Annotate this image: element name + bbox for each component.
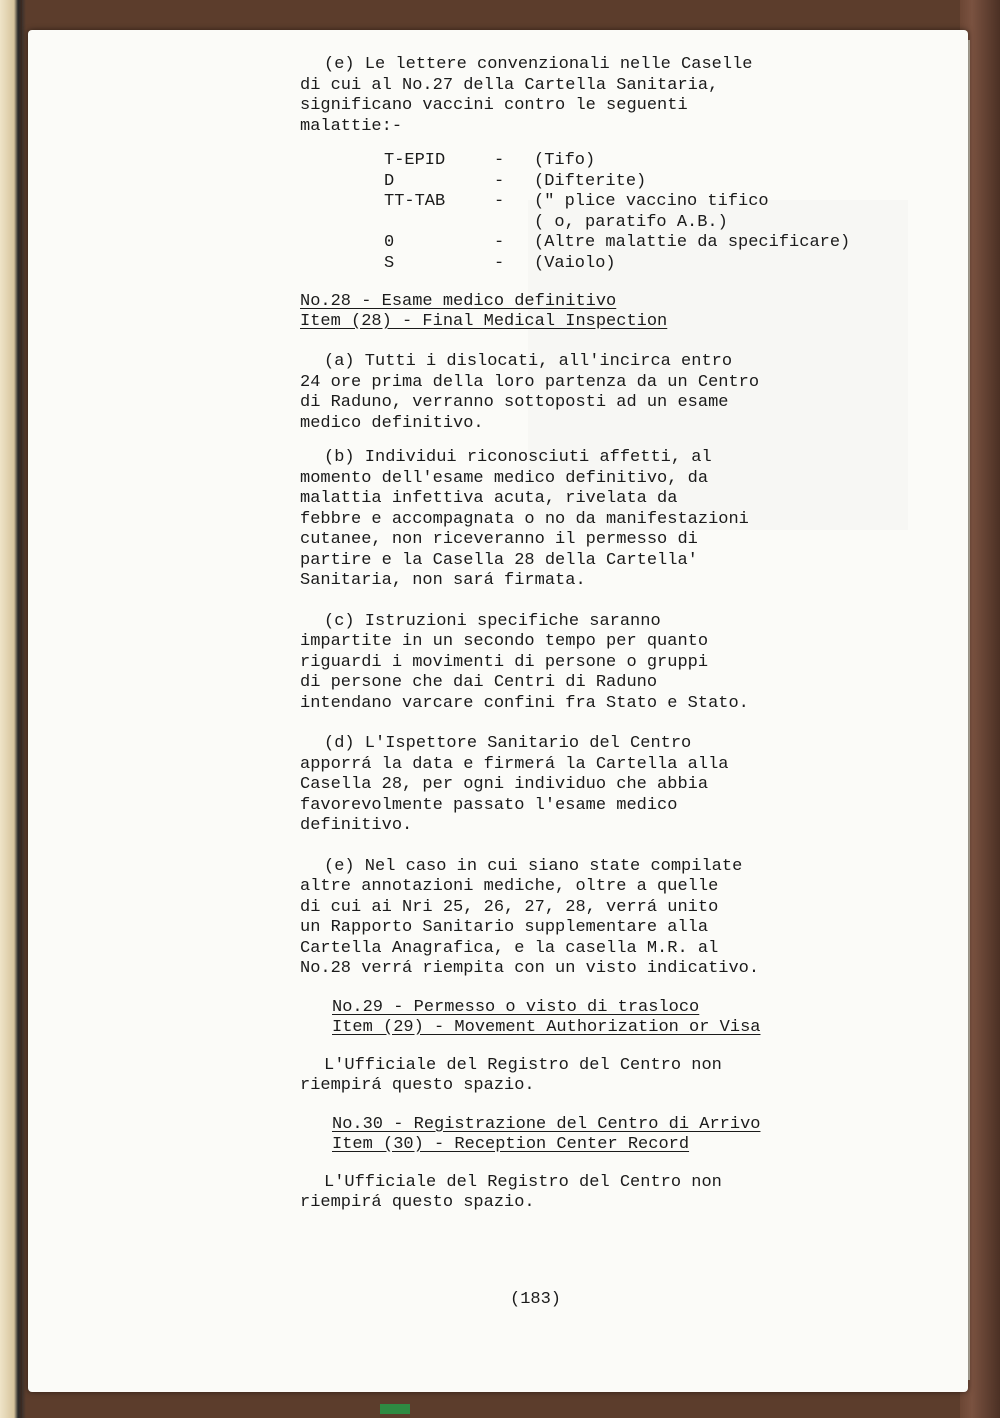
text-line: di cui ai Nri 25, 26, 27, 28, verrá unito [300,897,719,917]
text-line: riempirá questo spazio. [300,1193,535,1212]
text-line: riempirá questo spazio. [300,1076,535,1095]
text-line: L'Ufficiale del Registro del Centro non [324,1172,722,1192]
vaccine-desc: ( o, paratifo A.B.) [534,212,728,232]
text-line: (b) Individui riconosciuti affetti, al [324,448,712,467]
vaccine-desc: (" plice vaccino tifico [534,192,769,211]
heading-italian: No.30 - Registrazione del Centro di Arrivo [332,1114,761,1134]
text-line: altre annotazioni mediche, oltre a quelle [300,877,719,896]
vaccine-dash: - [494,151,505,170]
text-line: Cartella Anagrafica, e la casella M.R. al [300,938,719,958]
vaccine-code: TT-TAB [384,192,446,211]
text-line: (a) Tutti i dislocati, all'incirca entro [324,352,733,371]
paragraph-28c [300,612,920,715]
text-line: medico definitivo. [300,413,484,433]
text-line: impartite in un secondo tempo per quanto [300,632,709,651]
text-line: riguardi i movimenti di persone o gruppi [300,652,709,672]
book-spine [0,0,22,1418]
vaccine-dash: - [494,171,505,191]
text-line: Casella 28, per ogni individuo che abbia [300,775,709,794]
text-line: Sanitaria, non sará firmata. [300,571,586,590]
heading-english: Item (29) - Movement Authorization or Visa [332,1017,761,1037]
text-line: momento dell'esame medico definitivo, da [300,468,709,488]
text-line: intendano varcare confini fra Stato e Stato. [300,693,749,713]
vaccine-code: D [384,171,395,191]
text-line: significano vaccini contro le seguenti [300,96,688,115]
intro-paragraph [300,55,920,137]
page-number: (183) [510,1290,562,1309]
vaccine-dash: - [494,233,505,252]
heading-italian: No.29 - Permesso o visto di trasloco [332,997,700,1017]
vaccine-row [384,254,920,275]
vaccine-desc: (Altre malattie da specificare) [534,233,851,252]
text-line: di persone che dai Centri di Raduno [300,673,658,692]
text-line: malattie:- [300,116,403,136]
paragraph-28a [300,352,920,434]
vaccine-code: 0 [384,233,395,252]
vaccine-row [384,233,920,254]
text-line: favorevolmente passato l'esame medico [300,795,678,815]
paragraph-28d [300,734,920,837]
paragraph-28e [300,857,920,980]
text-line: (e) Le lettere convenzionali nelle Caselle [324,55,753,74]
vaccine-dash: - [494,253,505,273]
paragraph-30 [300,1173,920,1214]
text-line: di Raduno, verranno sottoposti ad un esame [300,393,729,412]
paragraph-29 [300,1056,920,1097]
text-line: definitivo. [300,816,413,835]
heading-italian: No.28 - Esame medico definitivo [300,292,617,311]
text-line: un Rapporto Sanitario supplementare alla [300,918,709,937]
text-line: No.28 verrá riempita con un visto indicativo. [300,959,760,978]
text-line: 24 ore prima della loro partenza da un Centro [300,372,760,392]
paragraph-28b [300,448,920,592]
vaccine-desc: (Tifo) [534,151,596,170]
vaccine-row [384,172,920,193]
text-line: (e) Nel caso in cui siano state compilate [324,856,743,876]
vaccine-dash: - [494,192,505,211]
vaccine-desc: (Vaiolo) [534,253,616,273]
page-content [300,55,920,1214]
text-line: febbre e accompagnata o no da manifestazioni [300,509,749,529]
vaccine-row [384,192,920,213]
section-29-heading [300,998,920,1038]
text-line: (c) Istruzioni specifiche saranno [324,611,661,631]
vaccine-row-continued [384,213,920,234]
heading-english: Item (30) - Reception Center Record [332,1134,690,1154]
vaccine-code: S [384,253,395,273]
vaccine-desc: (Difterite) [534,171,647,191]
text-line: (d) L'Ispettore Sanitario del Centro [324,734,692,753]
section-30-heading [300,1115,920,1155]
heading-english: Item (28) - Final Medical Inspection [300,312,668,331]
section-28-heading [300,292,920,332]
text-line: apporrá la data e firmerá la Cartella alla [300,754,729,774]
text-line: partire e la Casella 28 della Cartella' [300,550,698,570]
text-line: L'Ufficiale del Registro del Centro non [324,1055,722,1075]
vaccine-row [384,151,920,172]
text-line: cutanee, non riceveranno il permesso di [300,530,698,549]
text-line: di cui al No.27 della Cartella Sanitaria, [300,75,719,95]
vaccine-code: T-EPID [384,151,446,170]
green-tape-mark [380,1404,410,1414]
vaccine-list [384,151,920,274]
text-line: malattia infettiva acuta, rivelata da [300,489,678,508]
